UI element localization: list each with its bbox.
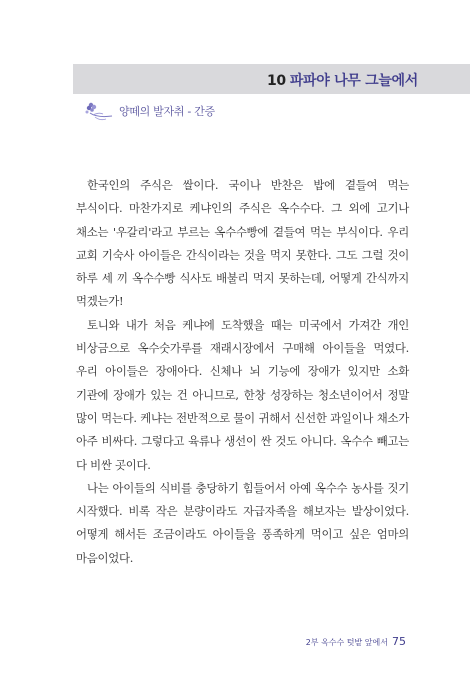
paragraph: 토니와 내가 처음 케냐에 도착했을 때는 미국에서 가져간 개인 비상금으로 옥수숫가루를 재래시장에서 구매해 아이들을 먹였다. 우리 아이들은 장애아다. 신체나 뇌 기능에 장애가 있지만 소화 기관에 장애가 있는 건 아니므로, 한창 성장하는 청소년이어서 정말 많이 먹는다. 케냐는 전반적으로 물이 귀해서 신선한 과일이나 채소가 아주 비싸다. 그렇다고 육류나 생선이 싼 것도 아니다. 옥수수 빼고는 다 비싼 곳이다.	[76, 317, 409, 472]
chapter-title-text: 파파야 나무 그늘에서	[289, 73, 418, 89]
chapter-header-bar	[73, 64, 470, 94]
chapter-title	[267, 70, 418, 90]
chapter-number: 10	[266, 73, 286, 89]
page-number: 75	[392, 635, 406, 648]
body-text	[76, 174, 409, 570]
paragraph: 나는 아이들의 식비를 충당하기 힘들어서 아예 옥수수 농사를 짓기 시작했다. 비록 작은 분량이라도 자급자족을 해보자는 발상이었다. 어떻게 해서든 조금이라도 아이들을 풍족하게 먹이고 싶은 엄마의 마음이었다.	[76, 480, 409, 565]
subtitle-text: 양떼의 발자취 - 간증	[119, 105, 215, 118]
flower-icon	[81, 100, 115, 122]
footer-section-title: 2부 옥수수 텃밭 앞에서	[305, 638, 388, 647]
page-footer	[306, 635, 406, 648]
paragraph: 한국인의 주식은 쌀이다. 국이나 반찬은 밥에 곁들여 먹는 부식이다. 마찬가지로 케냐인의 주식은 옥수수다. 그 외에 고기나 채소는 '우갈리'라고 부르는 옥수수빵에 곁들여 먹는 부식이다. 우리 교회 기숙사 아이들은 간식이라는 것을 먹지 못한다. 그도 그럴 것이 하루 세 끼 옥수수빵 식사도 배불리 먹지 못하는데, 어떻게 간식까지 먹겠는가!	[76, 178, 409, 309]
